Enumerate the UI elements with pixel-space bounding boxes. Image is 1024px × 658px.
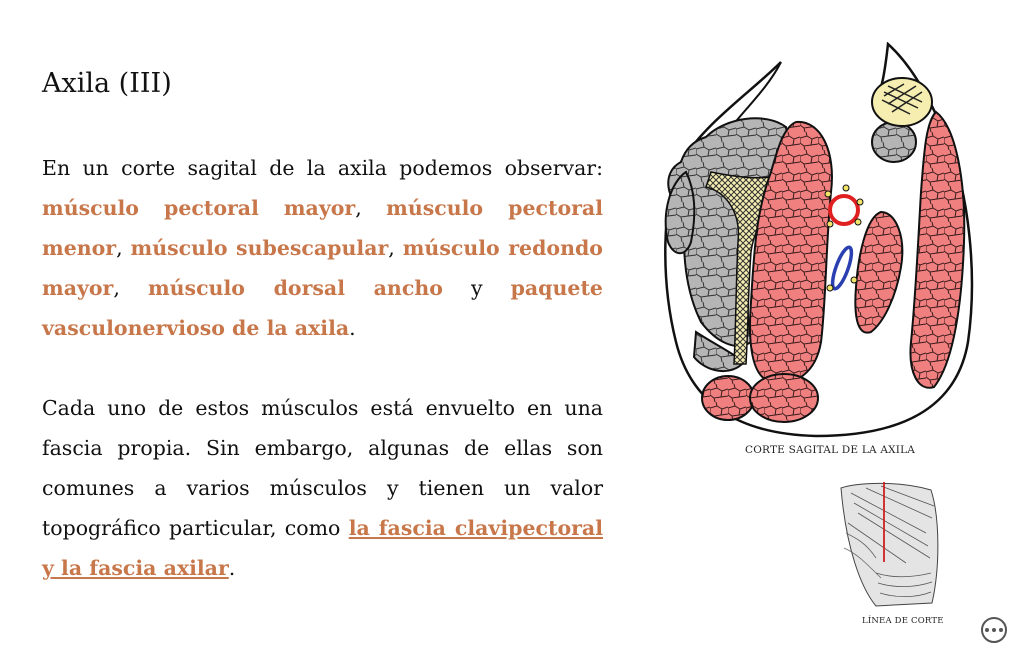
term-pectoral-menor: músculo pectoral menor [42, 196, 603, 260]
right-muscle [910, 112, 964, 388]
pectoral-menor-muscle [855, 212, 902, 333]
separator: y [442, 276, 511, 300]
term-paquete-vasculonervioso: paquete vasculonervioso de la axila [42, 276, 603, 340]
lower-muscle [750, 374, 818, 422]
slide-title: Axila (III) [42, 68, 172, 99]
cut-line-figure [836, 478, 942, 610]
figure1-caption: CORTE SAGITAL DE LA AXILA [745, 444, 916, 456]
more-dots-icon [999, 628, 1003, 632]
sagittal-section-figure [656, 42, 974, 440]
figure2-caption: LÍNEA DE CORTE [862, 616, 944, 626]
axillary-vein [829, 245, 855, 290]
fascia-text: Cada uno de estos músculos está envuelto en una fascia propia. Sin embargo, algunas de ellas son comunes a varios músculos y tienen un valor topográfico particular, como [42, 396, 603, 540]
separator: , [113, 276, 148, 300]
more-options-button[interactable] [981, 617, 1007, 643]
more-dots-icon [985, 628, 989, 632]
fascia-paragraph [42, 388, 603, 588]
paragraph-end: . [228, 556, 236, 580]
term-subescapular: músculo subescapular [130, 236, 389, 260]
paragraph-end: . [349, 316, 356, 340]
term-pectoral-mayor: músculo pectoral mayor [42, 196, 356, 220]
intro-text: En un corte sagital de la axila podemos observar: [42, 156, 603, 180]
separator: , [388, 236, 403, 260]
redondo-mayor-muscle [702, 376, 754, 420]
term-dorsal-ancho: músculo dorsal ancho [147, 276, 443, 300]
more-dots-icon [992, 628, 996, 632]
separator: , [116, 236, 131, 260]
intro-paragraph [42, 148, 603, 348]
clavicle-bone [872, 122, 916, 162]
fascia-link[interactable]: la fascia clavipectoral y la fascia axilar [42, 516, 603, 580]
separator: , [355, 196, 387, 220]
axillary-artery [830, 196, 858, 224]
term-redondo-mayor: músculo redondo mayor [42, 236, 603, 300]
